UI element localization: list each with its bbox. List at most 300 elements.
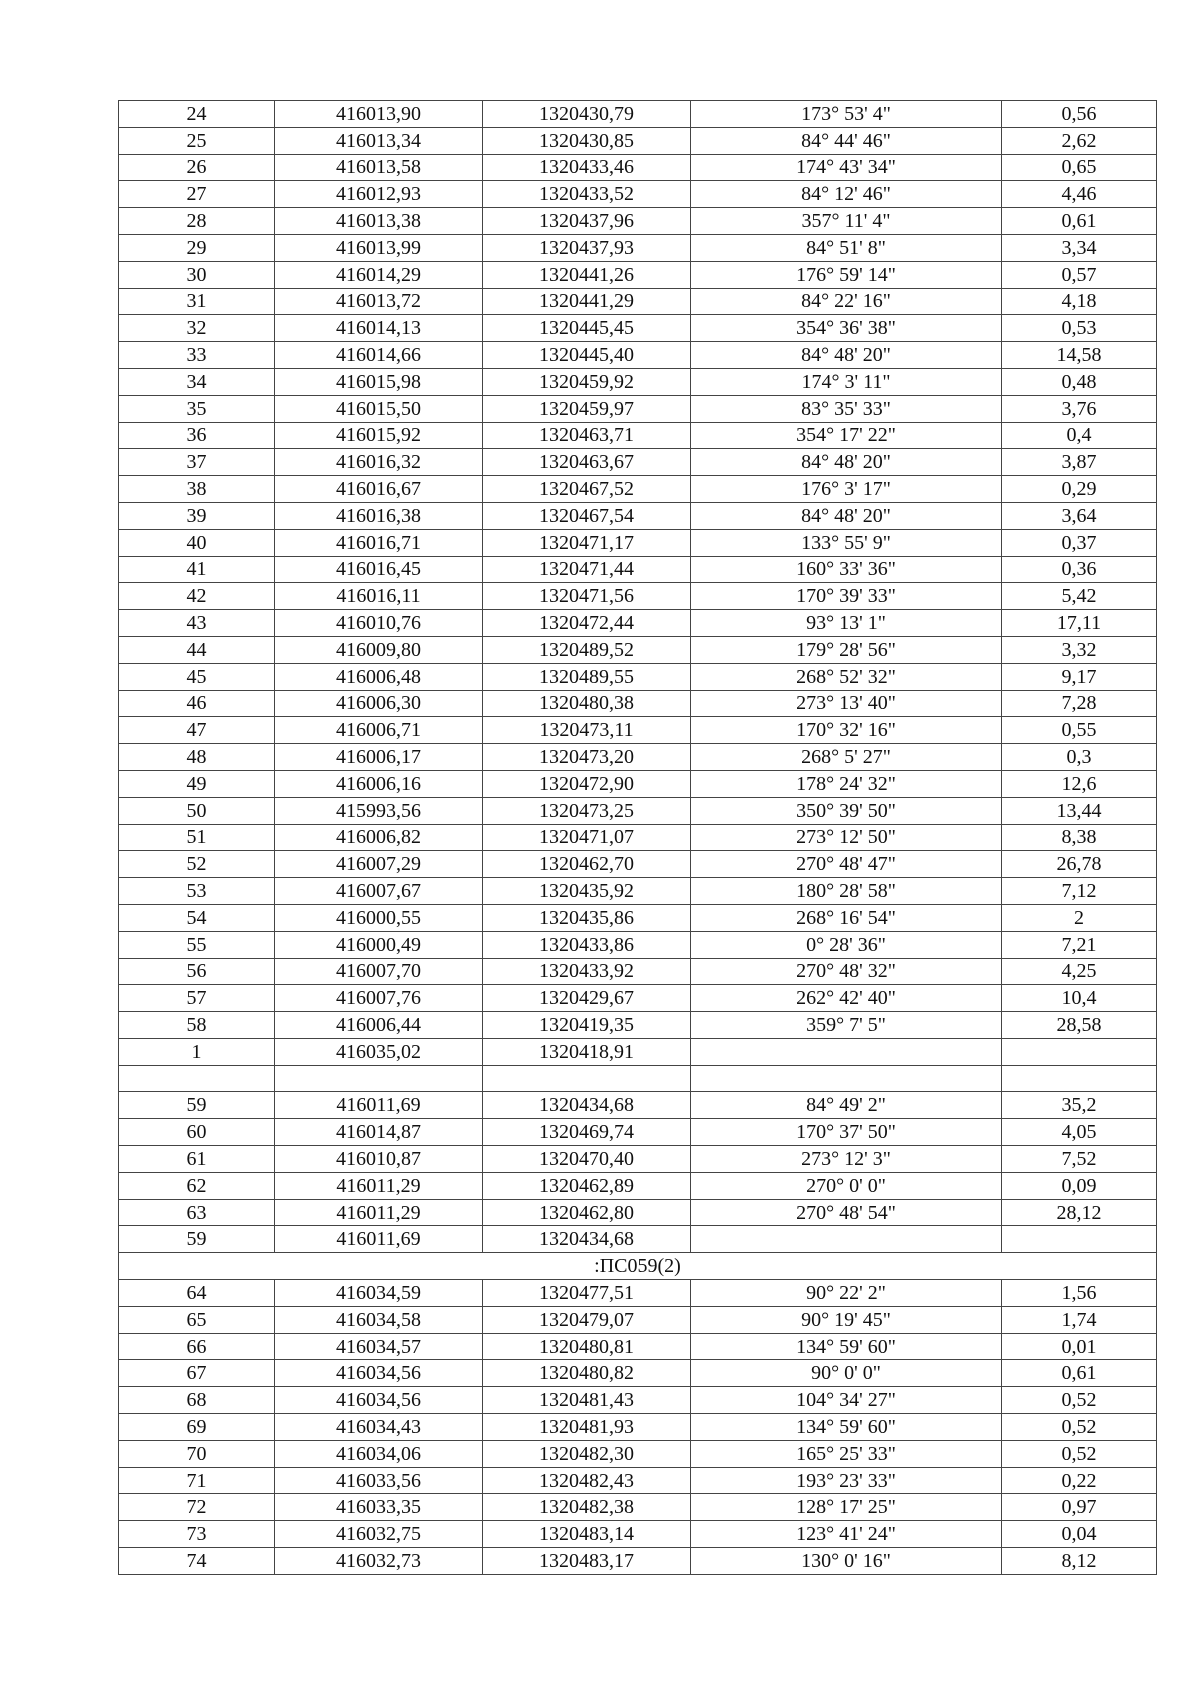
distance-cell: 17,11 [1002,610,1157,637]
point-number-cell: 48 [119,744,275,771]
y-coordinate-cell: 1320434,68 [483,1226,691,1253]
y-coordinate-cell: 1320483,14 [483,1521,691,1548]
x-coordinate-cell: 416006,30 [275,690,483,717]
table-row [119,127,1157,154]
y-coordinate-cell: 1320477,51 [483,1280,691,1307]
distance-cell: 13,44 [1002,797,1157,824]
y-coordinate-cell: 1320473,25 [483,797,691,824]
table-row [119,234,1157,261]
distance-cell: 0,4 [1002,422,1157,449]
x-coordinate-cell: 416007,67 [275,878,483,905]
point-number-cell: 30 [119,261,275,288]
y-coordinate-cell: 1320433,92 [483,958,691,985]
point-number-cell: 61 [119,1146,275,1173]
y-coordinate-cell: 1320481,43 [483,1387,691,1414]
bearing-cell: 83° 35' 33" [691,395,1002,422]
bearing-cell: 180° 28' 58" [691,878,1002,905]
distance-cell: 28,12 [1002,1199,1157,1226]
table-row [119,1467,1157,1494]
distance-cell: 10,4 [1002,985,1157,1012]
distance-cell: 4,05 [1002,1119,1157,1146]
bearing-cell: 354° 17' 22" [691,422,1002,449]
point-number-cell: 56 [119,958,275,985]
y-coordinate-cell: 1320472,44 [483,610,691,637]
x-coordinate-cell: 416015,50 [275,395,483,422]
table-row [119,770,1157,797]
y-coordinate-cell: 1320462,80 [483,1199,691,1226]
y-coordinate-cell: 1320489,55 [483,663,691,690]
table-row [119,583,1157,610]
x-coordinate-cell: 416014,87 [275,1119,483,1146]
x-coordinate-cell: 416013,58 [275,154,483,181]
table-row [119,1226,1157,1253]
distance-cell: 2 [1002,904,1157,931]
x-coordinate-cell: 416016,32 [275,449,483,476]
table-row [119,1199,1157,1226]
point-number-cell: 42 [119,583,275,610]
bearing-cell: 268° 52' 32" [691,663,1002,690]
x-coordinate-cell: 416011,29 [275,1199,483,1226]
bearing-cell: 160° 33' 36" [691,556,1002,583]
point-number-cell: 63 [119,1199,275,1226]
distance-cell: 0,97 [1002,1494,1157,1521]
y-coordinate-cell: 1320419,35 [483,1012,691,1039]
table-row [119,315,1157,342]
distance-cell: 0,48 [1002,368,1157,395]
point-number-cell: 32 [119,315,275,342]
x-coordinate-cell: 416010,87 [275,1146,483,1173]
bearing-cell: 130° 0' 16" [691,1548,1002,1575]
point-number-cell: 71 [119,1467,275,1494]
y-coordinate-cell: 1320471,56 [483,583,691,610]
y-coordinate-cell: 1320433,52 [483,181,691,208]
distance-cell: 12,6 [1002,770,1157,797]
y-coordinate-cell [483,1065,691,1092]
x-coordinate-cell: 416034,43 [275,1414,483,1441]
table-row [119,342,1157,369]
y-coordinate-cell: 1320459,92 [483,368,691,395]
y-coordinate-cell: 1320471,44 [483,556,691,583]
point-number-cell: 43 [119,610,275,637]
distance-cell [1002,1038,1157,1065]
distance-cell: 8,38 [1002,824,1157,851]
y-coordinate-cell: 1320467,54 [483,502,691,529]
bearing-cell: 270° 48' 47" [691,851,1002,878]
table-row [119,904,1157,931]
point-number-cell: 46 [119,690,275,717]
bearing-cell [691,1226,1002,1253]
bearing-cell [691,1065,1002,1092]
distance-cell: 0,56 [1002,101,1157,128]
x-coordinate-cell: 416016,11 [275,583,483,610]
x-coordinate-cell: 416013,38 [275,208,483,235]
table-row [119,1387,1157,1414]
y-coordinate-cell: 1320429,67 [483,985,691,1012]
table-row [119,1521,1157,1548]
y-coordinate-cell: 1320480,38 [483,690,691,717]
y-coordinate-cell: 1320441,26 [483,261,691,288]
table-row [119,878,1157,905]
table-row [119,1092,1157,1119]
point-number-cell: 36 [119,422,275,449]
x-coordinate-cell: 416013,90 [275,101,483,128]
table-row [119,636,1157,663]
section-header-row [119,1253,1157,1280]
x-coordinate-cell: 416007,76 [275,985,483,1012]
y-coordinate-cell: 1320473,11 [483,717,691,744]
point-number-cell: 52 [119,851,275,878]
bearing-cell: 84° 48' 20" [691,449,1002,476]
table-row [119,422,1157,449]
y-coordinate-cell: 1320430,79 [483,101,691,128]
table-row [119,1119,1157,1146]
x-coordinate-cell: 416007,70 [275,958,483,985]
x-coordinate-cell: 416014,13 [275,315,483,342]
bearing-cell: 273° 13' 40" [691,690,1002,717]
y-coordinate-cell: 1320489,52 [483,636,691,663]
point-number-cell: 59 [119,1092,275,1119]
point-number-cell: 60 [119,1119,275,1146]
distance-cell: 7,28 [1002,690,1157,717]
point-number-cell: 65 [119,1306,275,1333]
distance-cell: 0,53 [1002,315,1157,342]
point-number-cell: 68 [119,1387,275,1414]
point-number-cell: 50 [119,797,275,824]
bearing-cell: 170° 32' 16" [691,717,1002,744]
point-number-cell: 64 [119,1280,275,1307]
bearing-cell: 84° 51' 8" [691,234,1002,261]
bearing-cell: 165° 25' 33" [691,1440,1002,1467]
table-row [119,797,1157,824]
point-number-cell: 47 [119,717,275,744]
y-coordinate-cell: 1320418,91 [483,1038,691,1065]
point-number-cell: 38 [119,476,275,503]
table-row [119,1333,1157,1360]
table-row [119,824,1157,851]
x-coordinate-cell: 416011,69 [275,1226,483,1253]
table-row [119,958,1157,985]
table-body [119,101,1157,1575]
x-coordinate-cell: 416006,71 [275,717,483,744]
bearing-cell: 133° 55' 9" [691,529,1002,556]
x-coordinate-cell: 416010,76 [275,610,483,637]
table-row [119,985,1157,1012]
bearing-cell: 268° 16' 54" [691,904,1002,931]
bearing-cell: 84° 49' 2" [691,1092,1002,1119]
point-number-cell: 27 [119,181,275,208]
y-coordinate-cell: 1320445,40 [483,342,691,369]
x-coordinate-cell: 416007,29 [275,851,483,878]
table-row [119,1012,1157,1039]
table-row [119,1146,1157,1173]
y-coordinate-cell: 1320481,93 [483,1414,691,1441]
x-coordinate-cell: 416013,72 [275,288,483,315]
distance-cell: 3,87 [1002,449,1157,476]
bearing-cell: 90° 0' 0" [691,1360,1002,1387]
y-coordinate-cell: 1320430,85 [483,127,691,154]
x-coordinate-cell [275,1065,483,1092]
distance-cell: 0,52 [1002,1387,1157,1414]
point-number-cell: 58 [119,1012,275,1039]
distance-cell: 3,76 [1002,395,1157,422]
x-coordinate-cell: 416000,55 [275,904,483,931]
x-coordinate-cell: 416015,92 [275,422,483,449]
x-coordinate-cell: 416035,02 [275,1038,483,1065]
point-number-cell: 67 [119,1360,275,1387]
bearing-cell: 193° 23' 33" [691,1467,1002,1494]
bearing-cell: 270° 48' 32" [691,958,1002,985]
point-number-cell: 41 [119,556,275,583]
bearing-cell: 270° 48' 54" [691,1199,1002,1226]
point-number-cell: 35 [119,395,275,422]
bearing-cell: 179° 28' 56" [691,636,1002,663]
distance-cell: 0,65 [1002,154,1157,181]
table-row [119,556,1157,583]
bearing-cell: 123° 41' 24" [691,1521,1002,1548]
x-coordinate-cell: 415993,56 [275,797,483,824]
distance-cell: 35,2 [1002,1092,1157,1119]
bearing-cell: 90° 22' 2" [691,1280,1002,1307]
y-coordinate-cell: 1320471,07 [483,824,691,851]
bearing-cell: 176° 59' 14" [691,261,1002,288]
distance-cell: 0,61 [1002,208,1157,235]
y-coordinate-cell: 1320470,40 [483,1146,691,1173]
point-number-cell: 34 [119,368,275,395]
bearing-cell: 262° 42' 40" [691,985,1002,1012]
table-row [119,181,1157,208]
distance-cell: 7,52 [1002,1146,1157,1173]
x-coordinate-cell: 416032,75 [275,1521,483,1548]
distance-cell: 8,12 [1002,1548,1157,1575]
bearing-cell: 134° 59' 60" [691,1414,1002,1441]
bearing-cell [691,1038,1002,1065]
x-coordinate-cell: 416034,59 [275,1280,483,1307]
table-row [119,502,1157,529]
distance-cell: 0,09 [1002,1172,1157,1199]
distance-cell: 7,21 [1002,931,1157,958]
x-coordinate-cell: 416009,80 [275,636,483,663]
x-coordinate-cell: 416034,57 [275,1333,483,1360]
bearing-cell: 84° 22' 16" [691,288,1002,315]
y-coordinate-cell: 1320483,17 [483,1548,691,1575]
y-coordinate-cell: 1320459,97 [483,395,691,422]
bearing-cell: 359° 7' 5" [691,1012,1002,1039]
distance-cell [1002,1065,1157,1092]
bearing-cell: 134° 59' 60" [691,1333,1002,1360]
point-number-cell: 44 [119,636,275,663]
y-coordinate-cell: 1320437,96 [483,208,691,235]
point-number-cell: 40 [119,529,275,556]
x-coordinate-cell: 416006,48 [275,663,483,690]
coordinates-table [118,100,1157,1575]
section-label: :ПС059(2) [119,1253,1157,1280]
table-row [119,1414,1157,1441]
point-number-cell: 49 [119,770,275,797]
table-row [119,449,1157,476]
point-number-cell: 51 [119,824,275,851]
y-coordinate-cell: 1320472,90 [483,770,691,797]
y-coordinate-cell: 1320433,86 [483,931,691,958]
point-number-cell: 66 [119,1333,275,1360]
x-coordinate-cell: 416013,34 [275,127,483,154]
y-coordinate-cell: 1320471,17 [483,529,691,556]
bearing-cell: 104° 34' 27" [691,1387,1002,1414]
point-number-cell: 59 [119,1226,275,1253]
y-coordinate-cell: 1320473,20 [483,744,691,771]
x-coordinate-cell: 416014,66 [275,342,483,369]
distance-cell: 2,62 [1002,127,1157,154]
y-coordinate-cell: 1320433,46 [483,154,691,181]
point-number-cell: 70 [119,1440,275,1467]
table-row [119,717,1157,744]
table-row [119,663,1157,690]
table-row [119,610,1157,637]
bearing-cell: 354° 36' 38" [691,315,1002,342]
point-number-cell: 54 [119,904,275,931]
x-coordinate-cell: 416006,17 [275,744,483,771]
bearing-cell: 273° 12' 3" [691,1146,1002,1173]
point-number-cell: 45 [119,663,275,690]
x-coordinate-cell: 416032,73 [275,1548,483,1575]
table-row [119,1038,1157,1065]
y-coordinate-cell: 1320480,81 [483,1333,691,1360]
distance-cell: 4,46 [1002,181,1157,208]
distance-cell: 0,57 [1002,261,1157,288]
y-coordinate-cell: 1320462,89 [483,1172,691,1199]
bearing-cell: 93° 13' 1" [691,610,1002,637]
table-row [119,1172,1157,1199]
bearing-cell: 174° 3' 11" [691,368,1002,395]
distance-cell: 1,56 [1002,1280,1157,1307]
x-coordinate-cell: 416006,82 [275,824,483,851]
table-row [119,1548,1157,1575]
x-coordinate-cell: 416006,44 [275,1012,483,1039]
point-number-cell: 26 [119,154,275,181]
point-number-cell: 57 [119,985,275,1012]
bearing-cell: 170° 37' 50" [691,1119,1002,1146]
bearing-cell: 84° 48' 20" [691,502,1002,529]
x-coordinate-cell: 416016,71 [275,529,483,556]
point-number-cell: 25 [119,127,275,154]
x-coordinate-cell: 416033,35 [275,1494,483,1521]
point-number-cell: 55 [119,931,275,958]
distance-cell: 0,55 [1002,717,1157,744]
table-row [119,690,1157,717]
point-number-cell: 69 [119,1414,275,1441]
y-coordinate-cell: 1320462,70 [483,851,691,878]
distance-cell: 1,74 [1002,1306,1157,1333]
point-number-cell [119,1065,275,1092]
point-number-cell: 37 [119,449,275,476]
point-number-cell: 33 [119,342,275,369]
bearing-cell: 270° 0' 0" [691,1172,1002,1199]
x-coordinate-cell: 416016,67 [275,476,483,503]
y-coordinate-cell: 1320463,71 [483,422,691,449]
x-coordinate-cell: 416014,29 [275,261,483,288]
y-coordinate-cell: 1320445,45 [483,315,691,342]
bearing-cell: 178° 24' 32" [691,770,1002,797]
bearing-cell: 268° 5' 27" [691,744,1002,771]
y-coordinate-cell: 1320441,29 [483,288,691,315]
table-row [119,1306,1157,1333]
table-row [119,744,1157,771]
bearing-cell: 0° 28' 36" [691,931,1002,958]
table-row [119,931,1157,958]
table-row [119,1440,1157,1467]
distance-cell: 0,29 [1002,476,1157,503]
distance-cell: 7,12 [1002,878,1157,905]
table-row [119,208,1157,235]
distance-cell: 0,36 [1002,556,1157,583]
table-row [119,529,1157,556]
x-coordinate-cell: 416033,56 [275,1467,483,1494]
x-coordinate-cell: 416015,98 [275,368,483,395]
distance-cell: 9,17 [1002,663,1157,690]
distance-cell: 0,37 [1002,529,1157,556]
y-coordinate-cell: 1320434,68 [483,1092,691,1119]
bearing-cell: 273° 12' 50" [691,824,1002,851]
x-coordinate-cell: 416011,29 [275,1172,483,1199]
bearing-cell: 84° 12' 46" [691,181,1002,208]
x-coordinate-cell: 416034,56 [275,1387,483,1414]
y-coordinate-cell: 1320435,92 [483,878,691,905]
distance-cell: 0,01 [1002,1333,1157,1360]
table-row [119,261,1157,288]
distance-cell: 26,78 [1002,851,1157,878]
distance-cell: 5,42 [1002,583,1157,610]
x-coordinate-cell: 416034,58 [275,1306,483,1333]
y-coordinate-cell: 1320479,07 [483,1306,691,1333]
distance-cell: 14,58 [1002,342,1157,369]
distance-cell: 3,34 [1002,234,1157,261]
bearing-cell: 84° 48' 20" [691,342,1002,369]
distance-cell: 4,25 [1002,958,1157,985]
y-coordinate-cell: 1320482,38 [483,1494,691,1521]
bearing-cell: 90° 19' 45" [691,1306,1002,1333]
table-row [119,1065,1157,1092]
distance-cell: 4,18 [1002,288,1157,315]
bearing-cell: 357° 11' 4" [691,208,1002,235]
x-coordinate-cell: 416016,38 [275,502,483,529]
y-coordinate-cell: 1320463,67 [483,449,691,476]
y-coordinate-cell: 1320435,86 [483,904,691,931]
distance-cell: 0,04 [1002,1521,1157,1548]
distance-cell: 0,22 [1002,1467,1157,1494]
bearing-cell: 128° 17' 25" [691,1494,1002,1521]
table-row [119,288,1157,315]
x-coordinate-cell: 416034,56 [275,1360,483,1387]
table-row [119,368,1157,395]
distance-cell [1002,1226,1157,1253]
distance-cell: 0,52 [1002,1440,1157,1467]
distance-cell: 0,61 [1002,1360,1157,1387]
point-number-cell: 72 [119,1494,275,1521]
point-number-cell: 24 [119,101,275,128]
table-row [119,395,1157,422]
y-coordinate-cell: 1320437,93 [483,234,691,261]
table-row [119,101,1157,128]
point-number-cell: 53 [119,878,275,905]
y-coordinate-cell: 1320467,52 [483,476,691,503]
y-coordinate-cell: 1320480,82 [483,1360,691,1387]
x-coordinate-cell: 416000,49 [275,931,483,958]
bearing-cell: 173° 53' 4" [691,101,1002,128]
x-coordinate-cell: 416012,93 [275,181,483,208]
table-row [119,1360,1157,1387]
distance-cell: 0,52 [1002,1414,1157,1441]
x-coordinate-cell: 416013,99 [275,234,483,261]
x-coordinate-cell: 416011,69 [275,1092,483,1119]
